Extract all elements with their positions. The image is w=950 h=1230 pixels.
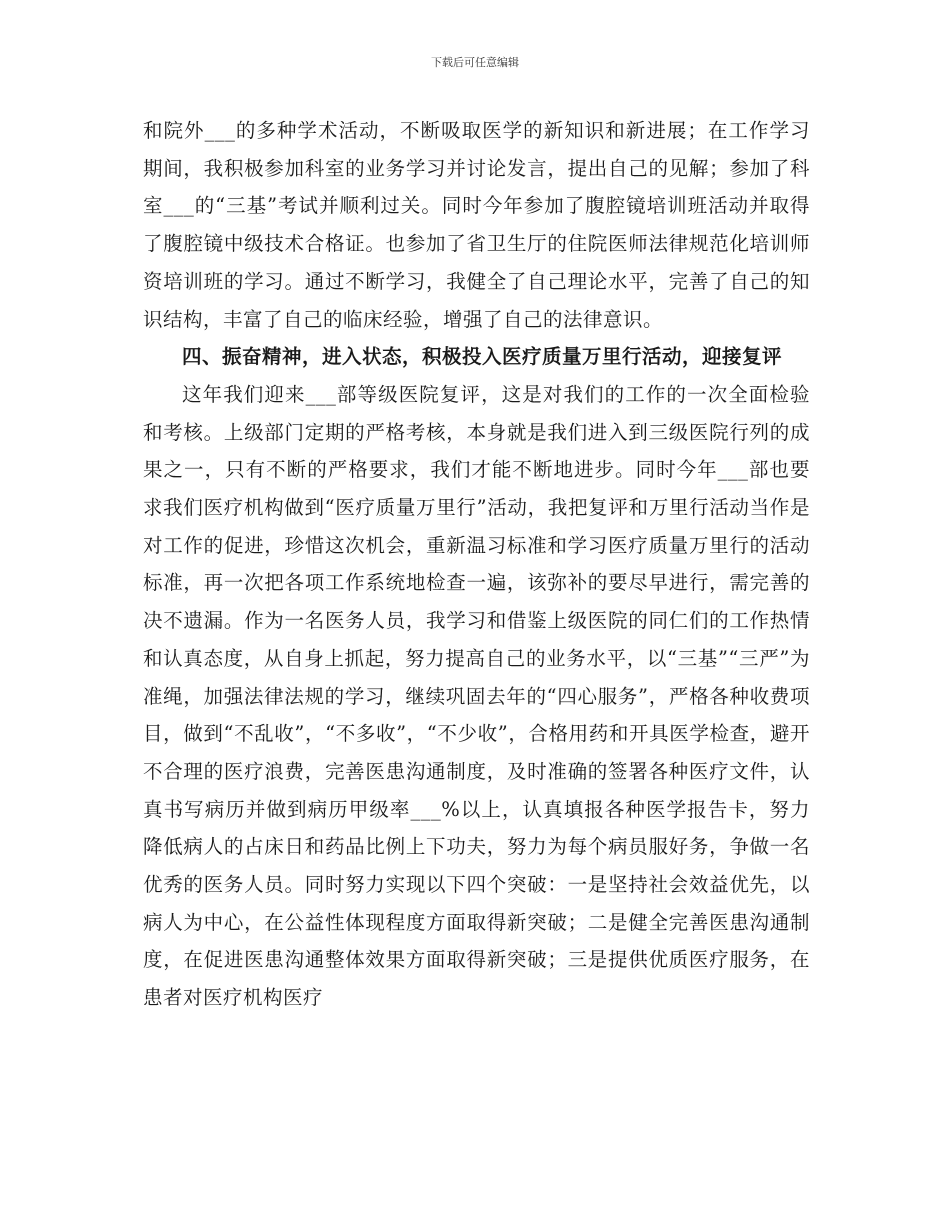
paragraph-continued: 和院外___的多种学术活动，不断吸取医学的新知识和新进展；在工作学习期间，我积极参加科室的业务学习并讨论发言，提出自己的见解；参加了科室___的“三基”考试并顺利过关。同时今年参加了腹腔镜培训班活动并取得了腹腔镜中级技术合格证。也参加了省卫生厅的住院医师法律规范化培训师资培训班的学习。通过不断学习，我健全了自己理论水平，完善了自己的知识结构，丰富了自己的临床经验，增强了自己的法律意识。	[143, 119, 810, 331]
section-heading: 四、振奋精神，进入状态，积极投入医疗质量万里行活动，迎接复评	[182, 345, 783, 369]
document-body	[143, 112, 810, 1017]
page-header: 下载后可任意编辑	[431, 56, 519, 69]
paragraph-review: 这年我们迎来___部等级医院复评，这是对我们的工作的一次全面检验和考核。上级部门定期的严格考核，本身就是我们进入到三级医院行列的成果之一，只有不断的严格要求，我们才能不断地进步。同时今年___部也要求我们医疗机构做到“医疗质量万里行”活动，我把复评和万里行活动当作是对工作的促进，珍惜这次机会，重新温习标准和学习医疗质量万里行的活动标准，再一次把各项工作系统地检查一遍，该弥补的要尽早进行，需完善的决不遗漏。作为一名医务人员，我学习和借鉴上级医院的同仁们的工作热情和认真态度，从自身上抓起，努力提高自己的业务水平，以“三基”“三严”为准绳，加强法律法规的学习，继续巩固去年的“四心服务”，严格各种收费项目，做到“不乱收”，“不多收”，“不少收”，合格用药和开具医学检查，避开不合理的医疗浪费，完善医患沟通制度，及时准确的签署各种医疗文件，认真书写病历并做到病历甲级率___%以上，认真填报各种医学报告卡，努力降低病人的占床日和药品比例上下功夫，努力为每个病员服好务，争做一名优秀的医务人员。同时努力实现以下四个突破：一是坚持社会效益优先，以病人为中心，在公益性体现程度方面取得新突破；二是健全完善医患沟通制度，在促进医患沟通整体效果方面取得新突破；三是提供优质医疗服务，在患者对医疗机构医疗	[143, 382, 810, 1010]
